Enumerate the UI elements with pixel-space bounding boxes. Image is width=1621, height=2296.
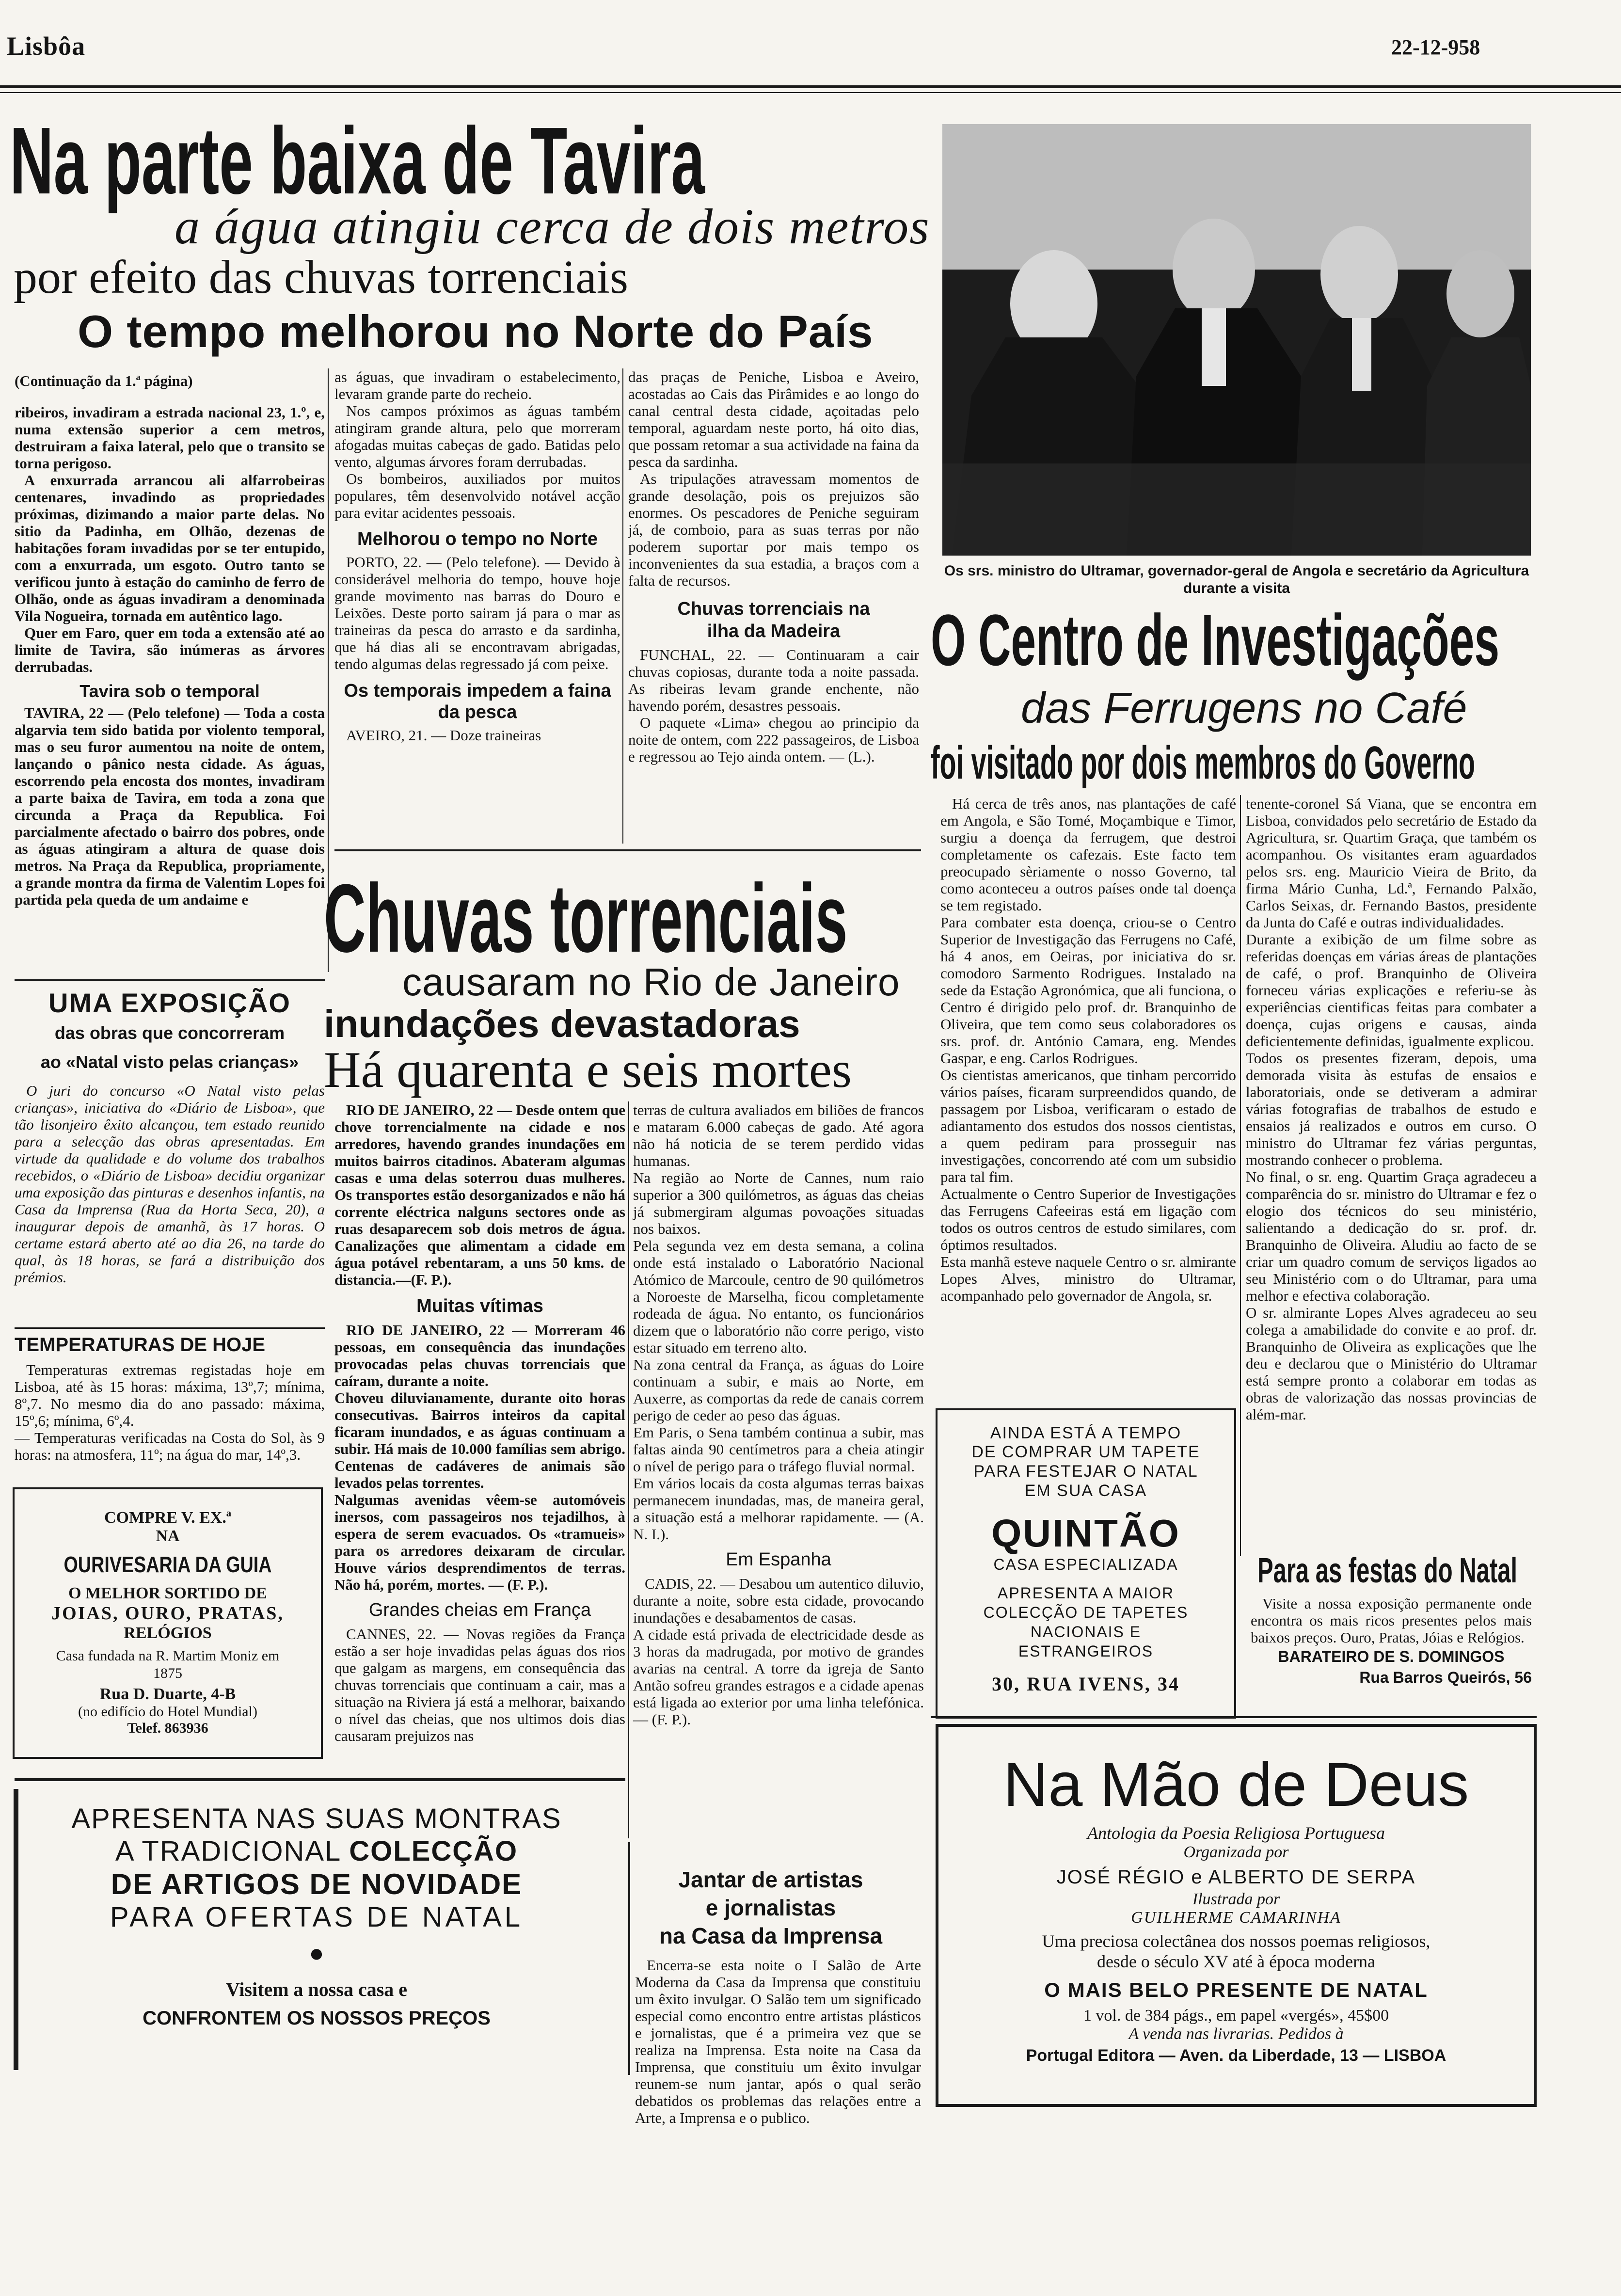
paragraph: FUNCHAL, 22. — Continuaram a cair chuvas copiosas, durante toda a noite passada. As ribeiras levam grande enchente, não havendo porém, desastres pessoais. — [628, 646, 919, 714]
ad-line: Antologia da Poesia Religiosa Portuguesa — [1087, 1823, 1385, 1843]
na-mao-de-deus-ad — [936, 1724, 1537, 2107]
ad-line-part: COLECÇÃO — [349, 1835, 518, 1867]
natal-ad-body — [1251, 1595, 1532, 1687]
rio-headline: Chuvas torrenciais — [324, 864, 848, 973]
ad-line: Uma preciosa colectânea dos nossos poemas religiosos, — [1042, 1931, 1430, 1951]
paragraph: TAVIRA, 22 — (Pelo telefone) — Toda a costa algarvia tem sido batida por violento temporal, mas o seu furor aumentou na noite de ontem, lançando o pânico nesta cidade. As águas, escorrendo pela encosta dos montes, invadiram a parte baixa de Tavira, em toda a zona que circunda a Praça da Republica. Foi parcialmente afectado o bairro dos pobres, onde as águas atingiram a altura de quase dois metros. Na Praça da Republica, propriamente, a grande montra da firma de Valentim Lopes foi partida pela queda de um andaime e — [15, 704, 325, 908]
ad-shop-name: BARATEIRO DE S. DOMINGOS — [1278, 1648, 1505, 1665]
ad-line: NA — [156, 1527, 180, 1545]
rio-subheadline: causaram no Rio de Janeiro — [402, 960, 900, 1004]
ad-line: Telef. 863936 — [127, 1720, 208, 1736]
ad-brand: QUINTÃO — [991, 1512, 1180, 1555]
subheading: Melhorou o tempo no Norte — [357, 529, 598, 549]
ad-line: desde o século XV até à época moderna — [1097, 1952, 1376, 1971]
ad-line: JOSÉ RÉGIO e ALBERTO DE SERPA — [1056, 1866, 1416, 1888]
exposicao-subtitle-2: ao «Natal visto pelas crianças» — [40, 1052, 299, 1072]
ad-title: Na Mão de Deus — [1003, 1750, 1469, 1819]
subheading: Tavira sob o temporal — [79, 681, 260, 701]
rio-column-2 — [633, 1101, 924, 1728]
ad-line: Ilustrada por — [1192, 1890, 1280, 1908]
column-rule — [622, 368, 623, 844]
centro-column-2 — [1246, 795, 1537, 1423]
tavira-subheadline: a água atingiu cerca de dois metros — [175, 199, 930, 255]
rio-subheadline-3: Há quarenta e seis mortes — [324, 1041, 852, 1098]
paragraph: As tripulações atravessam momentos de grande desolação, pois os prejuizos são enormes. Os pescadores de Peniche seguiram já, de comboio, para as suas terras por não poderem suportar por mais tempo os inconvenientes da sua estadia, a braços com a falta de recursos. — [628, 470, 919, 589]
paragraph: ribeiros, invadiram a estrada nacional 23, 1.º, e, numa extensão superior a cem metros, destruiram a faixa lateral, pelo que o transito se torna perigoso. — [15, 404, 325, 472]
paragraph: CANNES, 22. — Novas regiões da França estão a ser hoje invadidas pelas águas dos rios que galgam as margens, em consequência das chuvas torrenciais que continuam a cair, mas a situação na Riviera já está a melhorar, baixando o nível das cheias, que nos ultimos dois dias causaram prejuizos nas — [334, 1626, 625, 1744]
tavira-column-2 — [334, 368, 620, 744]
section-rule — [931, 1716, 1537, 1718]
paragraph: Quer em Faro, quer em toda a extensão até ao limite de Tavira, são inúmeras as árvores derrubadas. — [15, 624, 325, 675]
paragraph: Temperaturas extremas registadas hoje em Lisboa, até às 15 horas: máxima, 13º,7; mínima, 8º,7. No mesmo dia do ano passado: máxima, 15º,6; mínima, 6º,4. — Temperaturas verificadas na Costa do Sol, às 9 horas: na atmosfera, 11º; na água do mar, 14º,3. — [15, 1361, 325, 1463]
ad-line: DE COMPRAR UM TAPETE — [971, 1443, 1200, 1461]
paragraph: Visite a nossa exposição permanente onde encontra os mais ricos presentes pelos mais baixos preços. Ouro, Pratas, Jóias e Relógios. — [1251, 1595, 1532, 1646]
subheading: Os temporais impedem a faina da pesca — [344, 681, 611, 722]
ad-line: GUILHERME CAMARINHA — [1131, 1909, 1341, 1927]
continuation-note: (Continuação da 1.ª página) — [15, 372, 193, 389]
tavira-subheadline-3: O tempo melhorou no Norte do País — [78, 306, 874, 357]
paragraph: as águas, que invadiram o estabelecimento, levaram grande parte do recheio. — [334, 368, 620, 402]
novidade-ad — [14, 1789, 615, 2070]
tavira-headline: Na parte baixa de Tavira — [10, 108, 705, 214]
subheading: Grandes cheias em França — [368, 1600, 591, 1620]
ad-line: Organizada por — [1183, 1843, 1289, 1861]
centro-headline: O Centro de Investigações — [931, 599, 1500, 681]
section-rule — [334, 849, 921, 851]
ad-line: Visitem a nossa casa e — [225, 1978, 408, 2000]
paragraph: RIO DE JANEIRO, 22 — Desde ontem que chove torrencialmente na cidade e nos arredores, havendo grandes inundações em muitos bairros citadinos. Abateram algumas casas e uma delas soterrou duas mulheres. Os transportes estão desorganizados e não há corrente eléctrica nalguns sectores onde as ruas desaparecem sob dois metros de água. Canalizações que alimentam a cidade em água potável rebentaram, a uns 50 kms. de distancia.—(F. P.). — [334, 1101, 625, 1288]
ad-line: O MELHOR SORTIDO DE — [68, 1584, 267, 1602]
masthead-rule — [0, 85, 1621, 88]
rio-subheadline-2: inundações devastadoras — [324, 1002, 800, 1045]
ad-line: Rua D. Duarte, 4-B — [99, 1685, 236, 1703]
exposicao-body — [15, 1082, 325, 1286]
column-rule — [1240, 795, 1241, 1556]
ad-line: Portugal Editora — Aven. da Liberdade, 13 — LISBOA — [1026, 2046, 1446, 2065]
ad-line: O MAIS BELO PRESENTE DE NATAL — [1044, 1978, 1428, 2001]
paragraph: terras de cultura avaliados em biliões de francos e mataram 6.000 cabeças de gado. Até agora não há noticia de se terem perdido vidas humanas. Na região ao Norte de Cannes, num raio superior a 300 quilómetros, as águas das cheias já submergiram algumas povoações situadas nos baixos. Pela segunda vez em desta semana, a colina onde está instalado o Laboratório Nacional Atómico de Marcoule, centro de 90 quilómetros a Noroeste de Marselha, ficou completamente rodeada de água. No entanto, os funcionários dizem que o laboratório não corre perigo, visto estar situado em terreno alto. Na zona central da França, as águas do Loire continuam a subir, e mais ao Norte, em Auxerre, as comportas da rede de canais correm perigo de ceder ao peso das águas. Em Paris, o Sena também continua a subir, mas faltas ainda 90 centímetros para a cheia atingir o nível de perigo para o tráfego fluvial normal. Em vários locais da costa algumas terras baixas permanecem inundadas, mas, de maneira geral, a situação está a melhorar rapidamente. — (A. N. I.). — [633, 1101, 924, 1543]
paragraph: CADIS, 22. — Desabou um autentico diluvio, durante a noite, sobre esta cidade, provocando inundações e desabamentos de casas. A cidade está privada de electricidade desde as 3 horas da madrugada, por motivo de grandes avarias na central. A torre da igreja de Santo Antão sofreu grandes estragos e a cidade apenas está ligada ao exterior por uma linha telefónica. — (F. P.). — [633, 1575, 924, 1728]
column-rule — [628, 1101, 629, 1838]
quintao-ad — [936, 1408, 1236, 1719]
centro-subheadline-2: foi visitado por dois membros do Governo — [931, 737, 1476, 789]
ad-line: CASA ESPECIALIZADA — [993, 1556, 1178, 1573]
centro-subheadline: das Ferrugens no Café — [1021, 684, 1467, 733]
ad-line: JOIAS, OURO, PRATAS, — [51, 1603, 284, 1624]
ad-line: COMPRE V. EX.ª — [104, 1509, 232, 1527]
paragraph: A enxurrada arrancou ali alfarrobeiras centenares, invadindo as propriedades próximas, dizimando a maior parte delas. No sitio da Padinha, em Olhão, dezenas de habitações foram invadidas por se ter entupido, com a enxurrada, um esgoto. Outro tanto se verificou junto à estação do caminho de ferro de Olhão, onde as águas invadiram a denominada Vila Nogueira, tornada em autêntico lago. — [15, 472, 325, 624]
tavira-column-1 — [15, 372, 325, 908]
ad-line: PARA FESTEJAR O NATAL EM SUA CASA — [973, 1462, 1198, 1500]
jantar-headline-2: e jornalistas — [705, 1895, 836, 1920]
ad-line: DE ARTIGOS DE NOVIDADE — [111, 1868, 523, 1900]
news-photo — [942, 124, 1531, 556]
ad-line: RELÓGIOS — [124, 1624, 212, 1642]
ad-address: Rua Barros Queirós, 56 — [1359, 1669, 1532, 1686]
jantar-headline-3: na Casa da Imprensa — [659, 1923, 883, 1948]
paragraph: Há cerca de três anos, nas plantações de café em Angola, e São Tomé, Moçambique e Timor, surgiu a doença da ferrugem, que destroi completamente os cafezais. Este facto tem preocupado sèriamente o nosso Governo, tal como aconteceu a outros países onde tal doença se tem registado. Para combater esta doença, criou-se o Centro Superior de Investigação das Ferrugens no Café, há 4 anos, em Oeiras, por iniciativa do sr. comodoro Sarmento Rodrigues. Instalado na sede da Estação Agronómica, que ali funciona, o Centro é dirigido pelo prof. dr. Branquinho de Oliveira, que tem como seus colaboradores os srs. prof. dr. António Camara, eng. Mendes Gaspar, e eng. Carlos Rodrigues. Os cientistas americanos, que tinham percorrido vários países, ficaram surpreendidos quando, de passagem por Lisboa, verificaram o estado de adiantamento dos estudos dos nossos cientistas, a quem pediram para prosseguir nas investigações, concorrendo até com um subsidio para tal fim. Actualmente o Centro Superior de Investigações das Ferrugens Cafeeiras está em ligação com todos os outros centros de estudo similares, com óptimos resultados. Esta manhã esteve naquele Centro o sr. almirante Lopes Alves, ministro do Ultramar, acompanhado pelo governador de Angola, sr. — [940, 795, 1236, 1304]
ad-line: APRESENTA NAS SUAS MONTRAS — [71, 1803, 562, 1834]
paragraph: PORTO, 22. — (Pelo telefone). — Devido à considerável melhoria do tempo, houve hoje grande movimento nas barras do Douro e Leixões. Deste porto sairam já para o mar as traineiras da pesca do arrasto e da sardinha, que há dias ali se encontravam abrigadas, tendo algumas delas regressado já com peixe. — [334, 554, 620, 672]
ad-line-part: A TRADICIONAL — [115, 1835, 341, 1867]
paragraph: Encerra-se esta noite o I Salão de Arte Moderna da Casa da Imprensa que constituiu um êxito invulgar. O Salão tem um significado especial como encontro entre artistas plásticos e jornalistas, que é a primeira vez que se realiza na Imprensa. Esta noite na Casa da Imprensa, que constituiu um êxito invulgar reunem-se num jantar, após o qual serão debatidos os problemas das relações entre a Arte, a Imprensa e o publico. — [635, 1957, 921, 2126]
centro-column-1 — [940, 795, 1236, 1304]
paragraph: O juri do concurso «O Natal visto pelas crianças», iniciativa do «Diário de Lisboa», que tão lisonjeiro êxito alcançou, tem estado reunido para a selecção das obras apresentadas. Em virtude da qualidade e do volume dos trabalhos recebidos, o «Diário de Lisboa» decidiu organizar uma exposição das pinturas e desenhos infantis, na Casa da Imprensa (Rua da Horta Seca, 20), a inaugurar depois de amanhã, às 17 horas. O certame estará aberto até ao dia 26, na tarde do qual, às 18 horas, se fará a distribuição dos prémios. — [15, 1082, 325, 1286]
jantar-body — [635, 1957, 921, 2126]
masthead-rule-thin — [0, 92, 1621, 93]
ad-address: 30, RUA IVENS, 34 — [992, 1673, 1180, 1695]
ad-line — [18, 1835, 615, 1867]
paragraph: O paquete «Lima» chegou ao principio da noite de ontem, com 222 passageiros, de Lisboa e regressou ao Tejo ainda ontem. — (L.). — [628, 714, 919, 765]
exposicao-title: UMA EXPOSIÇÃO — [48, 988, 291, 1018]
section-rule — [15, 1327, 325, 1329]
subheading: Em Espanha — [726, 1549, 831, 1570]
section-title: Lisbôa — [7, 32, 86, 61]
exposicao-subtitle: das obras que concorreram — [54, 1023, 285, 1043]
ad-line: APRESENTA A MAIOR COLECÇÃO DE TAPETES NACIONAIS E ESTRANGEIROS — [983, 1584, 1189, 1660]
bullet-icon: ● — [309, 1940, 324, 1967]
paragraph: Nos campos próximos as águas também atingiram grande altura, pelo que morreram afogadas muitas cabeças de gado. Batidas pelo vento, algumas árvores foram derrubadas. — [334, 402, 620, 470]
tavira-column-3 — [628, 368, 919, 765]
ad-line: PARA OFERTAS DE NATAL — [110, 1901, 524, 1933]
natal-ad-title: Para as festas do Natal — [1257, 1551, 1518, 1590]
section-rule — [15, 1778, 625, 1781]
paragraph: AVEIRO, 21. — Doze traineiras — [346, 727, 541, 744]
paragraph: Os bombeiros, auxiliados por muitos populares, têm desenvolvido notável acção para evitar acidentes pessoais. — [334, 470, 620, 521]
rio-column-1 — [334, 1101, 625, 1744]
ad-line: A venda nas livrarias. Pedidos à — [1128, 2025, 1344, 2043]
tavira-subheadline-2: por efeito das chuvas torrenciais — [14, 251, 629, 303]
section-rule — [15, 979, 325, 981]
ad-line: Casa fundada na R. Martim Moniz em 1875 — [56, 1648, 280, 1681]
subheading: Chuvas torrenciais na ilha da Madeira — [677, 599, 870, 641]
subheading: Muitas vítimas — [416, 1296, 543, 1316]
ad-line: CONFRONTEM OS NOSSOS PREÇOS — [143, 2008, 491, 2029]
temperaturas-title: TEMPERATURAS DE HOJE — [15, 1334, 266, 1355]
photo-caption: Os srs. ministro do Ultramar, governador-geral de Angola e secretário da Agricultura durante a visita — [944, 563, 1529, 596]
ourivesaria-guia-ad — [13, 1487, 323, 1759]
photo-image — [942, 124, 1531, 556]
paragraph: tenente-coronel Sá Viana, que se encontra em Lisboa, convidados pelo secretário de Estado da Agricultura, sr. Quartim Graça, que também os acompanhou. Os visitantes eram aguardados pelos srs. eng. Mauricio Vieira de Brito, da firma Mário Cunha, Ld.ª, Fernando Palxão, Carlos Seixas, dr. Fernando Bastos, presidente da Junta do Café e outras individualidades. Durante a exibição de um filme sobre as referidas doenças em várias áreas de plantações de café, o prof. Branquinho de Oliveira forneceu várias explicações e referiu-se às experiências cientificas feitas para combater a doença, cujas origens e causas, ainda deficientemente definidas, igualmente explicou. Todos os presentes fizeram, depois, uma demorada visita às estufas de ensaios e laboratoriais, onde se detiveram a admirar várias fotografias de trabalhos de estudo e ensaios já realizados e outros em curso. O ministro do Ultramar fez várias perguntas, mostrando conhecer o problema. No final, o sr. eng. Quartim Graça agradeceu a comparência do sr. ministro do Ultramar e fez o elogio dos técnicos do seu ministério, salientando a dedicação do sr. prof. dr. Branquinho de Oliveira. Aludiu ao facto de se criar um quadro comum de serviços ligados ao seu Ministério com o do Ultramar, para uma melhor e efectiva colaboração. O sr. almirante Lopes Alves agradeceu ao seu colega a amabilidade do convite e ao prof. dr. Branquinho de Oliveira as explicações que lhe deu e declarou que o Ministério do Ultramar está sempre pronto a colaborar em todas as obras de valorização das nossas provincias de além-mar. — [1246, 795, 1537, 1423]
jantar-headline: Jantar de artistas — [678, 1867, 863, 1892]
issue-date: 22-12-958 — [1391, 35, 1480, 59]
ad-line: 1 vol. de 384 págs., em papel «vergés», 45$00 — [1083, 2007, 1389, 2025]
ad-name: OURIVESARIA DA GUIA — [64, 1552, 272, 1577]
paragraph: das praças de Peniche, Lisboa e Aveiro, acostadas ao Cais das Pirâmides e ao longo do canal central desta cidade, açoitadas pelo temporal, aguardam neste porto, há oito dias, que possam retomar a sua actividade na faina da pesca da sardinha. — [628, 368, 919, 470]
temperaturas-body — [15, 1361, 325, 1463]
ad-line: (no edifício do Hotel Mundial) — [78, 1704, 257, 1720]
paragraph: RIO DE JANEIRO, 22 — Morreram 46 pessoas, em consequência das inundações provocadas pelas chuvas torrenciais que caíram, durante a noite. Choveu diluvianamente, durante oito horas consecutivas. Bairros inteiros da capital ficaram inundados, e as águas continuam a subir. Há mais de 10.000 famílias sem abrigo. Centenas de cadáveres de animais são levados pelas torrentes. Nalgumas avenidas vêem-se automóveis inersos, com passageiros nos tejadilhos, à espera de serem evacuados. Os «tramueis» para os arredores deixaram de circular. Houve vários desprendimentos de terras. Não há, porém, mortes. — (F. P.). — [334, 1322, 625, 1593]
ad-line: AINDA ESTÁ A TEMPO — [990, 1424, 1182, 1442]
